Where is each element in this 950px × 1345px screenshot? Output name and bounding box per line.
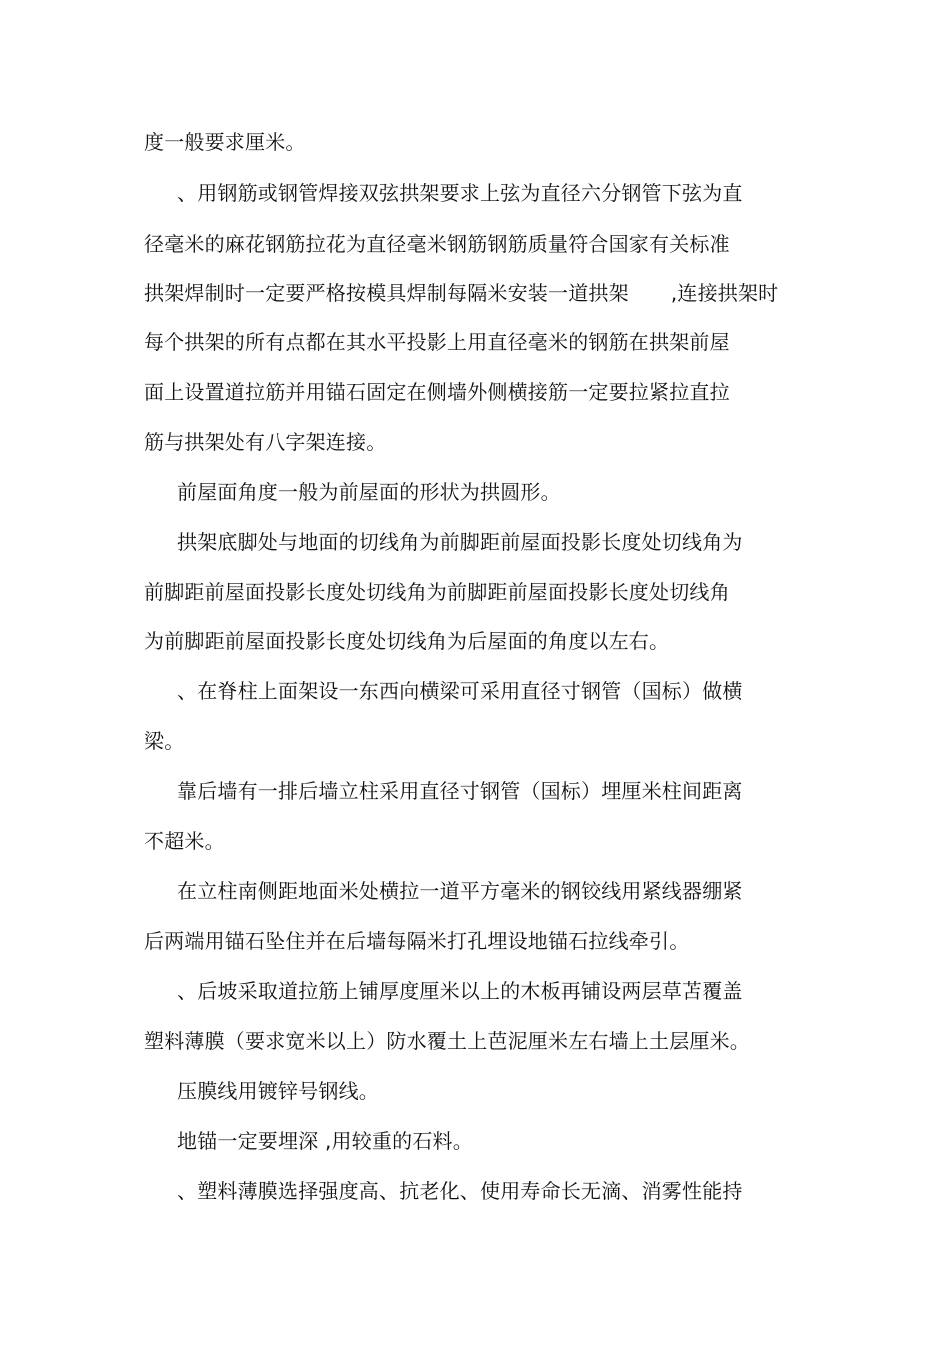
text-line: 为前脚距前屋面投影长度处切线角为后屋面的角度以左右。: [144, 629, 670, 653]
text-line: 在立柱南侧距地面米处横拉一道平方毫米的钢铰线用紧线器绷紧: [177, 879, 743, 903]
text-segment: 拱架焊制时一定要严格按模具焊制每隔米安装一道拱架: [144, 281, 629, 305]
text-line: 、后坡采取道拉筋上铺厚度厘米以上的木板再铺设两层草苫覆盖: [177, 979, 743, 1003]
text-segment: 地锚一定要埋深: [177, 1129, 319, 1153]
text-segment: ,连接拱架时: [670, 281, 779, 305]
text-line: 前脚距前屋面投影长度处切线角为前脚距前屋面投影长度处切线角: [144, 580, 730, 604]
text-line: 每个拱架的所有点都在其水平投影上用直径毫米的钢筋在拱架前屋: [144, 330, 730, 354]
text-line: 度一般要求厘米。: [144, 130, 306, 154]
text-line: 靠后墙有一排后墙立柱采用直径寸钢管（国标）埋厘米柱间距离: [177, 779, 743, 803]
text-segment: ,用较重的石料。: [318, 1129, 473, 1153]
text-line: 拱架底脚处与地面的切线角为前脚距前屋面投影长度处切线角为: [177, 530, 743, 554]
text-line: 、塑料薄膜选择强度高、抗老化、使用寿命长无滴、消雾性能持: [177, 1179, 743, 1203]
text-line: 不超米。: [144, 829, 225, 853]
text-line: 面上设置道拉筋并用锚石固定在侧墙外侧横接筋一定要拉紧拉直拉: [144, 380, 730, 404]
text-line: 压膜线用镀锌号钢线。: [177, 1079, 379, 1103]
text-line: [144, 281, 778, 305]
text-line: 、用钢筋或钢管焊接双弦拱架要求上弦为直径六分钢管下弦为直: [177, 181, 743, 205]
text-line: 前屋面角度一般为前屋面的形状为拱圆形。: [177, 480, 561, 504]
text-line: [177, 1129, 473, 1153]
text-line: 塑料薄膜（要求宽米以上）防水覆土上芭泥厘米左右墙上土层厘米。: [144, 1029, 750, 1053]
text-line: 后两端用锚石坠住并在后墙每隔米打孔埋设地锚石拉线牵引。: [144, 929, 690, 953]
text-line: 径毫米的麻花钢筋拉花为直径毫米钢筋钢筋质量符合国家有关标准: [144, 232, 730, 256]
text-line: 筋与拱架处有八字架连接。: [144, 430, 387, 454]
text-line: 、在脊柱上面架设一东西向横梁可采用直径寸钢管（国标）做横: [177, 679, 743, 703]
text-line: 梁。: [144, 729, 185, 753]
